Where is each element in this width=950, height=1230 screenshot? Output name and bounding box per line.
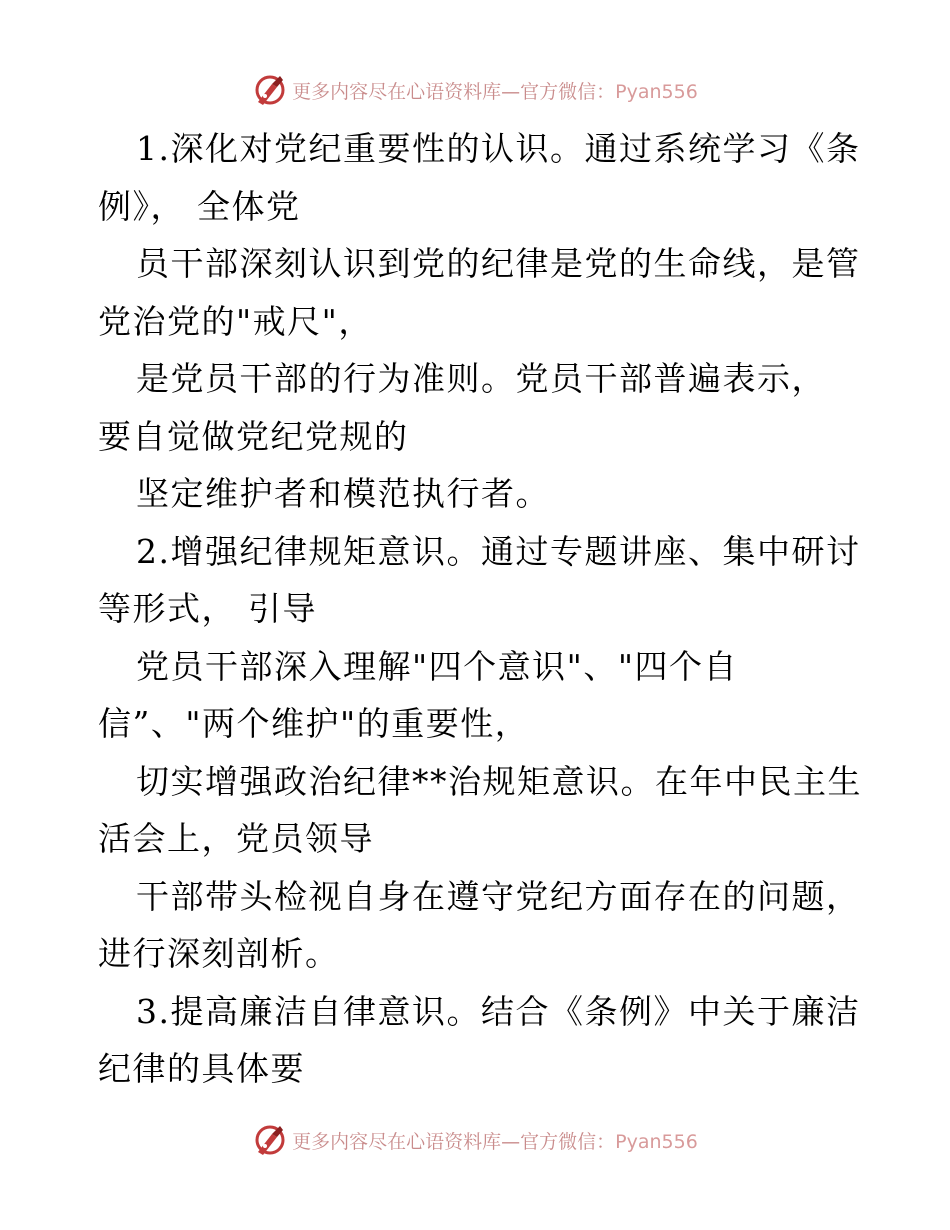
text-line: 干部带头检视自身在遵守党纪方面存在的问题， xyxy=(136,876,861,916)
text-line: 员干部深刻认识到党的纪律是党的生命线，是管 xyxy=(136,244,861,283)
text-line: 等形式， 引导 xyxy=(98,589,317,628)
text-line: 3.提高廉洁自律意识。结合《条例》中关于廉洁 xyxy=(136,991,861,1031)
text-line: 2.增强纪律规矩意识。通过专题讲座、集中研讨 xyxy=(136,531,861,571)
footer-wechat-id: Pyan556 xyxy=(615,1130,698,1153)
text-line: 信”、"两个维护"的重要性， xyxy=(98,704,530,743)
text-line: 党治党的"戒尺"， xyxy=(98,301,373,341)
footer-banner-text: 更多内容尽在心语资料库—官方微信：Pyan556 xyxy=(292,1130,698,1153)
body-text xyxy=(98,120,862,1098)
footer-banner xyxy=(0,1120,950,1160)
text-line: 党员干部深入理解"四个意识"、"四个自 xyxy=(136,646,739,686)
header-banner-text: 更多内容尽在心语资料库—官方微信：Pyan556 xyxy=(292,80,698,103)
header-wechat-id: Pyan556 xyxy=(615,80,698,103)
text-line: 1.深化对党纪重要性的认识。通过系统学习《条 xyxy=(136,129,861,168)
text-line: 要自觉做党纪党规的 xyxy=(98,416,409,456)
pen-logo-icon xyxy=(252,72,288,108)
text-line: 活会上，党员领导 xyxy=(98,819,374,858)
text-line: 进行深刻剖析。 xyxy=(98,934,340,973)
text-line: 是党员干部的行为准则。党员干部普遍表示， xyxy=(136,359,826,398)
pen-logo-icon xyxy=(252,1122,288,1158)
text-line: 纪律的具体要 xyxy=(98,1049,305,1088)
text-line: 例》， 全体党 xyxy=(98,186,301,226)
text-line: 坚定维护者和模范执行者。 xyxy=(136,474,550,513)
text-line: 切实增强政治纪律**治规矩意识。在年中民主生 xyxy=(136,761,862,801)
header-banner xyxy=(0,70,950,110)
